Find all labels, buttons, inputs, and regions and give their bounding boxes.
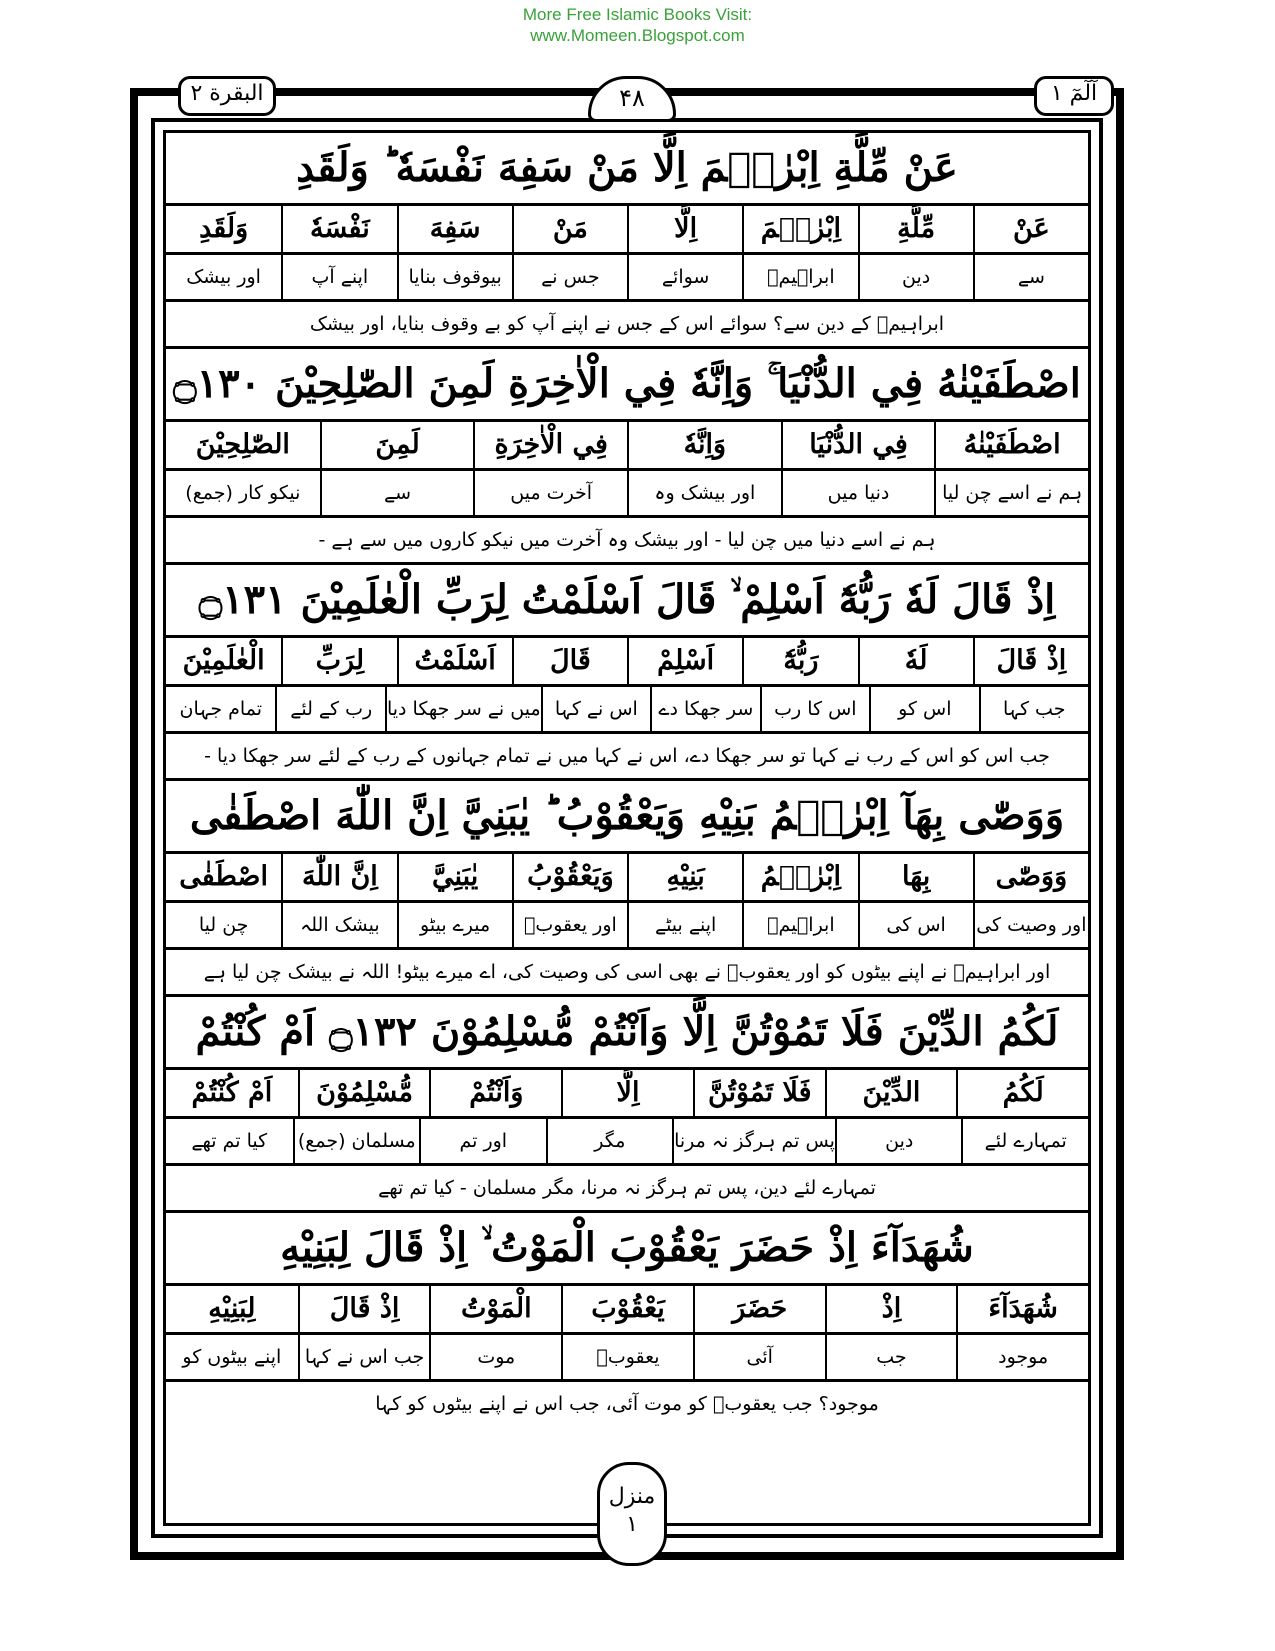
translation-line: موجود؟ جب یعقوبؑ کو موت آئی، جب اس نے اپنے بیٹوں کو کہا [375,1393,879,1415]
urdu-meaning-cell: سر جھکا دے [650,687,759,731]
urdu-meaning-cell: میں نے سر جھکا دیا [385,687,541,731]
urdu-meaning-cell: تمہارے لئے [961,1119,1088,1163]
urdu-meaning-cell: جس نے [512,255,627,299]
arabic-word-cell: فِي الْاٰخِرَةِ [473,422,627,468]
arabic-word-cell: اِذْ [825,1286,957,1332]
arabic-word-cell: اَسْلَمْتُ [397,638,512,684]
urdu-meaning-row [166,471,1088,518]
arabic-word-cell: بِهَا [858,854,973,900]
arabic-word-cell: يَعْقُوْبَ [561,1286,693,1332]
urdu-meaning-cell: ابراہیمؑ [742,903,857,947]
promo-line-1[interactable]: More Free Islamic Books Visit: [522,5,753,24]
arabic-word-cell: لَمِنَ [320,422,474,468]
urdu-meaning-cell: نیکو کار (جمع) [185,482,301,504]
urdu-meaning-cell: اس کی [858,903,973,947]
arabic-word-cell: شُهَدَآءَ [956,1286,1088,1332]
arabic-word-cell: مَنْ [512,206,627,252]
arabic-word-cell: اَمْ كُنْتُمْ [191,1077,273,1108]
urdu-meaning-cell: اپنے آپ [281,255,396,299]
translation-line: اور ابراہیمؑ نے اپنے بیٹوں کو اور یعقوبؑ نے بھی اسی کی وصیت کی، اے میرے بیٹو! اللہ نے بیشک چن لیا ہے [166,950,1088,997]
urdu-meaning-cell: جب کہا [979,687,1088,731]
arabic-word-cell: مُّسْلِمُوْنَ [298,1070,430,1116]
arabic-word-cell: بَنِيْهِ [627,854,742,900]
arabic-word-cell: اِذْ قَالَ [973,638,1088,684]
arabic-word-cell: اصْطَفَيْنٰهُ [934,422,1088,468]
manzil-badge [597,1462,667,1566]
urdu-meaning-cell: اس کا رب [760,687,869,731]
translation-line: ہم نے اسے دنیا میں چن لیا - اور بیشک وہ آخرت میں نیکو کاروں میں سے ہے - [166,518,1088,565]
urdu-meaning-cell: اور تم [419,1119,546,1163]
urdu-meaning-cell: رب کے لئے [275,687,384,731]
urdu-meaning-cell: موت [429,1335,561,1379]
verse-line: وَوَصّٰى بِهَآ اِبْرٰهٖمُ بَنِيْهِ وَيَعْقُوْبُ ؕ يٰبَنِيَّ اِنَّ اللّٰهَ اصْطَفٰى [166,781,1088,854]
translation-line: جب اس کو اس کے رب نے کہا تو سر جھکا دے، اس نے کہا میں نے تمام جہانوں کے رب کے لئے سر جھکا دیا - [166,734,1088,781]
urdu-meaning-cell: جب اس نے کہا [298,1335,430,1379]
urdu-meaning-row [166,903,1088,950]
urdu-meaning-cell: اپنے بیٹے [627,903,742,947]
arabic-word-cell: لَهٗ [858,638,973,684]
arabic-word-cell: الْمَوْتُ [429,1286,561,1332]
urdu-meaning-cell: بیشک اللہ [281,903,396,947]
arabic-word-cell: قَالَ [512,638,627,684]
urdu-meaning-cell: اور وصیت کی [973,903,1088,947]
arabic-word-cell: يٰبَنِيَّ [397,854,512,900]
arabic-word-row [166,638,1088,687]
arabic-word-cell: الصّٰلِحِيْنَ [195,429,290,460]
manzil-number: ۱ [626,1512,638,1537]
urdu-meaning-cell: میرے بیٹو [397,903,512,947]
urdu-meaning-cell: چن لیا [198,914,249,936]
urdu-meaning-cell: سوائے [627,255,742,299]
urdu-meaning-cell: اور یعقوبؑ [512,903,627,947]
arabic-word-cell: نَفْسَهٗ [281,206,396,252]
arabic-word-cell: مِّلَّةِ [858,206,973,252]
arabic-word-cell: اِبْرٰهٖمُ [742,854,857,900]
verse-line: اصْطَفَيْنٰهُ فِي الدُّنْيَا ۚ وَاِنَّهٗ فِي الْاٰخِرَةِ لَمِنَ الصّٰلِحِيْنَ ۝۱۳۰ [166,349,1088,422]
urdu-meaning-cell: ابراہیمؑ [742,255,857,299]
urdu-meaning-cell: اس نے کہا [541,687,650,731]
urdu-meaning-cell: بیوقوف بنایا [397,255,512,299]
para-name-tag: آلٓمٓ ۱ [1034,76,1114,116]
arabic-word-cell: اِبْرٰهٖمَ [742,206,857,252]
arabic-word-cell: اصْطَفٰى [179,861,268,892]
arabic-word-cell: سَفِهَ [397,206,512,252]
urdu-meaning-cell: سے [973,255,1088,299]
arabic-word-cell: وَوَصّٰى [973,854,1088,900]
urdu-meaning-cell: موجود [956,1335,1088,1379]
promo-url-link[interactable]: www.Momeen.Blogspot.com [530,26,745,45]
arabic-word-row [166,206,1088,255]
arabic-word-cell: اِذْ قَالَ [298,1286,430,1332]
urdu-meaning-row [166,255,1088,302]
urdu-meaning-row [166,1335,1088,1382]
arabic-word-cell: وَاَنْتُمْ [429,1070,561,1116]
arabic-word-cell: فَلَا تَمُوْتُنَّ [693,1070,825,1116]
verse-line: عَنْ مِّلَّةِ اِبْرٰهٖمَ اِلَّا مَنْ سَفِهَ نَفْسَهٗ ؕ وَلَقَدِ [166,133,1088,206]
arabic-word-cell: الْعٰلَمِيْنَ [182,645,265,676]
urdu-meaning-cell: جب [825,1335,957,1379]
urdu-meaning-cell: دین [835,1119,962,1163]
urdu-meaning-cell: آئی [693,1335,825,1379]
urdu-meaning-cell: اپنے بیٹوں کو [182,1346,282,1368]
arabic-word-cell: اِلَّا [627,206,742,252]
arabic-word-cell: وَيَعْقُوْبُ [512,854,627,900]
urdu-meaning-cell: تمام جہان [179,698,262,720]
arabic-word-row [166,1070,1088,1119]
arabic-word-cell: وَلَقَدِ [199,213,249,244]
arabic-word-cell: حَضَرَ [693,1286,825,1332]
arabic-word-row [166,1286,1088,1335]
arabic-word-cell: الدِّيْنَ [825,1070,957,1116]
translation-line: ابراہیمؑ کے دین سے؟ سوائے اس کے جس نے اپنے آپ کو بے وقوف بنایا، اور بیشک [166,302,1088,349]
urdu-meaning-cell: آخرت میں [473,471,627,515]
urdu-meaning-cell: پس تم ہرگز نہ مرنا [672,1119,835,1163]
arabic-word-cell: فِي الدُّنْيَا [781,422,935,468]
translation-line: تمہارے لئے دین، پس تم ہرگز نہ مرنا، مگر مسلمان - کیا تم تھے [166,1166,1088,1213]
arabic-word-row [166,854,1088,903]
urdu-meaning-cell: اور بیشک وہ [627,471,781,515]
arabic-word-cell: اِنَّ اللّٰهَ [281,854,396,900]
urdu-meaning-cell: سے [320,471,474,515]
surah-name-tag: البقرة ۲ [178,76,276,116]
arabic-word-cell: اَسْلِمْ [627,638,742,684]
promo-banner [0,4,1275,46]
urdu-meaning-cell: دنیا میں [781,471,935,515]
arabic-word-cell: وَاِنَّهٗ [627,422,781,468]
verse-line: شُهَدَآءَ اِذْ حَضَرَ يَعْقُوْبَ الْمَوْتُ ۙ اِذْ قَالَ لِبَنِيْهِ [166,1213,1088,1286]
urdu-meaning-cell: دین [858,255,973,299]
verse-line: لَكُمُ الدِّيْنَ فَلَا تَمُوْتُنَّ اِلَّا وَاَنْتُمْ مُّسْلِمُوْنَ ۝۱۳۲ اَمْ كُنْتُمْ [166,997,1088,1070]
urdu-meaning-cell: مگر [546,1119,673,1163]
urdu-meaning-cell: اس کو [869,687,978,731]
manzil-label: منزل [608,1484,656,1509]
arabic-word-cell: رَبُّهٗٓ [742,638,857,684]
arabic-word-cell: لِرَبِّ [281,638,396,684]
page-number: ۴۸ [588,76,676,122]
arabic-word-cell: لِبَنِيْهِ [208,1293,256,1324]
urdu-meaning-cell: اور بیشک [186,266,261,288]
urdu-meaning-row [166,1119,1088,1166]
urdu-meaning-cell: ہم نے اسے چن لیا [934,471,1088,515]
arabic-word-row [166,422,1088,471]
urdu-meaning-cell: مسلمان (جمع) [293,1119,420,1163]
arabic-word-cell: اِلَّا [561,1070,693,1116]
translation-table [166,133,1088,1426]
urdu-meaning-cell: یعقوبؑ [561,1335,693,1379]
arabic-word-cell: عَنْ [973,206,1088,252]
urdu-meaning-cell: کیا تم تھے [191,1130,268,1152]
arabic-word-cell: لَكُمُ [956,1070,1088,1116]
verse-line: اِذْ قَالَ لَهٗ رَبُّهٗٓ اَسْلِمْ ۙ قَالَ اَسْلَمْتُ لِرَبِّ الْعٰلَمِيْنَ ۝۱۳۱ [166,565,1088,638]
urdu-meaning-row [166,687,1088,734]
